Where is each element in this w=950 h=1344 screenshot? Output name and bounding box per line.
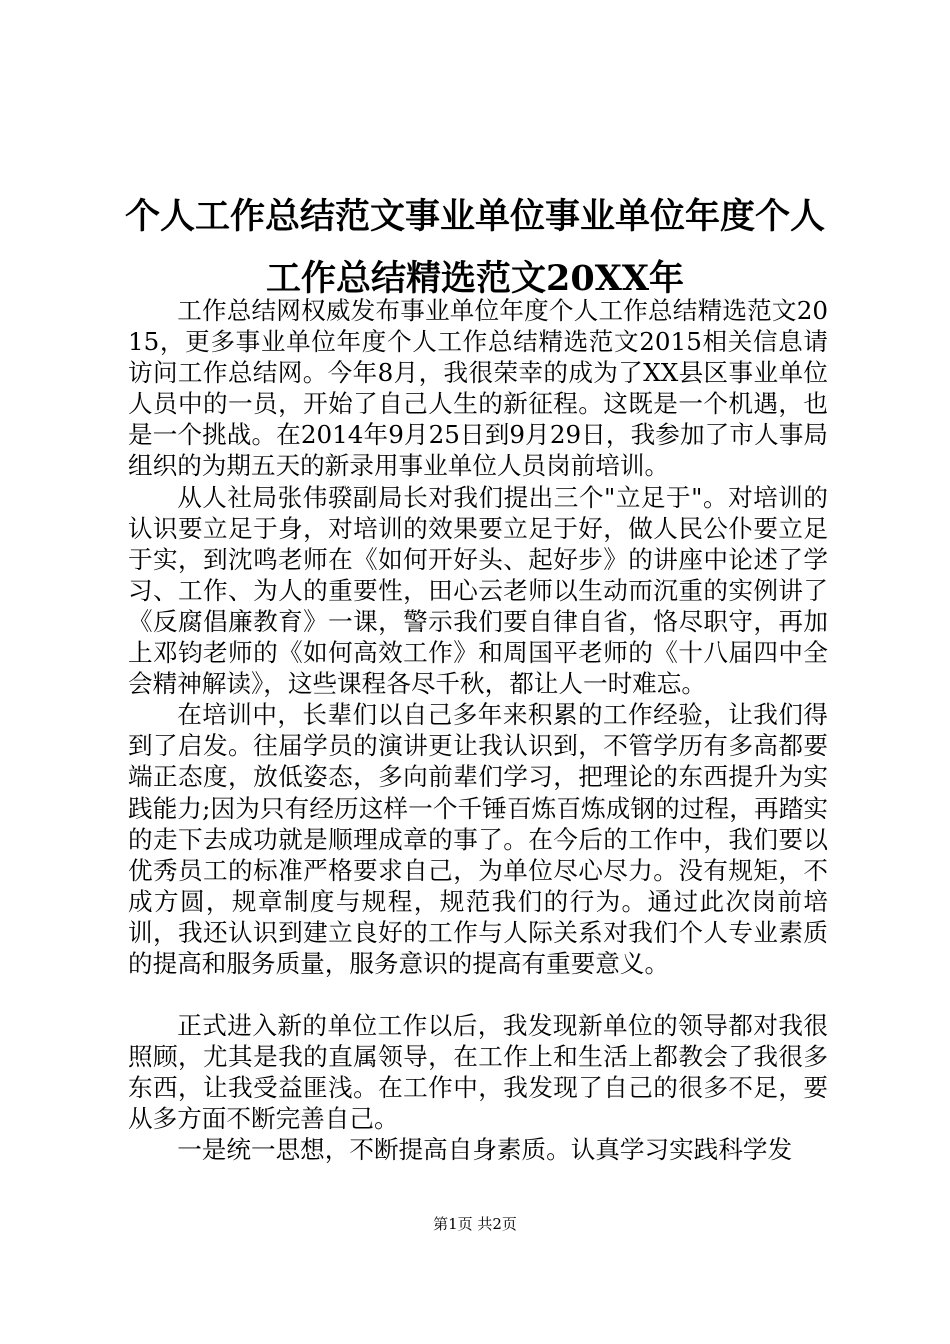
page-footer: 第1页 共2页	[433, 1215, 517, 1233]
document-title	[100, 186, 850, 310]
paragraph-new-unit: 正式进入新的单位工作以后，我发现新单位的领导都对我很照顾，尤其是我的直属领导，在工作上和生活上都教会了我很多东西，让我受益匪浅。在工作中，我发现了自己的很多不足，要从多方面不断完善自己。	[128, 1011, 828, 1134]
paragraph-training-courses: 从人社局张伟骙副局长对我们提出三个"立足于"。对培训的认识要立足于身，对培训的效果要立足于好，做人民公仆要立足于实，到沈鸣老师在《如何开好头、起好步》的讲座中论述了学习、工作、为人的重要性，田心云老师以生动而沉重的实例讲了《反腐倡廉教育》一课，警示我们要自律自省，恪尽职守，再加上邓钧老师的《如何高效工作》和周国平老师的《十八届四中全会精神解读》，这些课程各尽千秋，都让人一时难忘。	[128, 482, 828, 699]
paragraph-point-one: 一是统一思想，不断提高自身素质。认真学习实践科学发	[177, 1135, 793, 1165]
paragraph-training-lessons: 在培训中，长辈们以自己多年来积累的工作经验，让我们得到了启发。往届学员的演讲更让我认识到，不管学历有多高都要端正态度，放低姿态，多向前辈们学习，把理论的东西提升为实践能力;因为只有经历这样一个千锤百炼百炼成钢的过程，再踏实的走下去成功就是顺理成章的事了。在今后的工作中，我们要以优秀员工的标准严格要求自己，为单位尽心尽力。没有规矩，不成方圆，规章制度与规程，规范我们的行为。通过此次岗前培训，我还认识到建立良好的工作与人际关系对我们个人专业素质的提高和服务质量，服务意识的提高有重要意义。	[128, 700, 828, 978]
document-body	[128, 295, 828, 1166]
title-line-2: 工作总结精选范文20XX年	[265, 258, 685, 299]
paragraph-intro: 工作总结网权威发布事业单位年度个人工作总结精选范文2015，更多事业单位年度个人工作总结精选范文2015相关信息请访问工作总结网。今年8月，我很荣幸的成为了XX县区事业单位人员中的一员，开始了自己人生的新征程。这既是一个机遇，也是一个挑战。在2014年9月25日到9月29日，我参加了市人事局组织的为期五天的新录用事业单位人员岗前培训。	[128, 296, 828, 481]
title-line-1: 个人工作总结范文事业单位事业单位年度个人	[124, 196, 825, 237]
